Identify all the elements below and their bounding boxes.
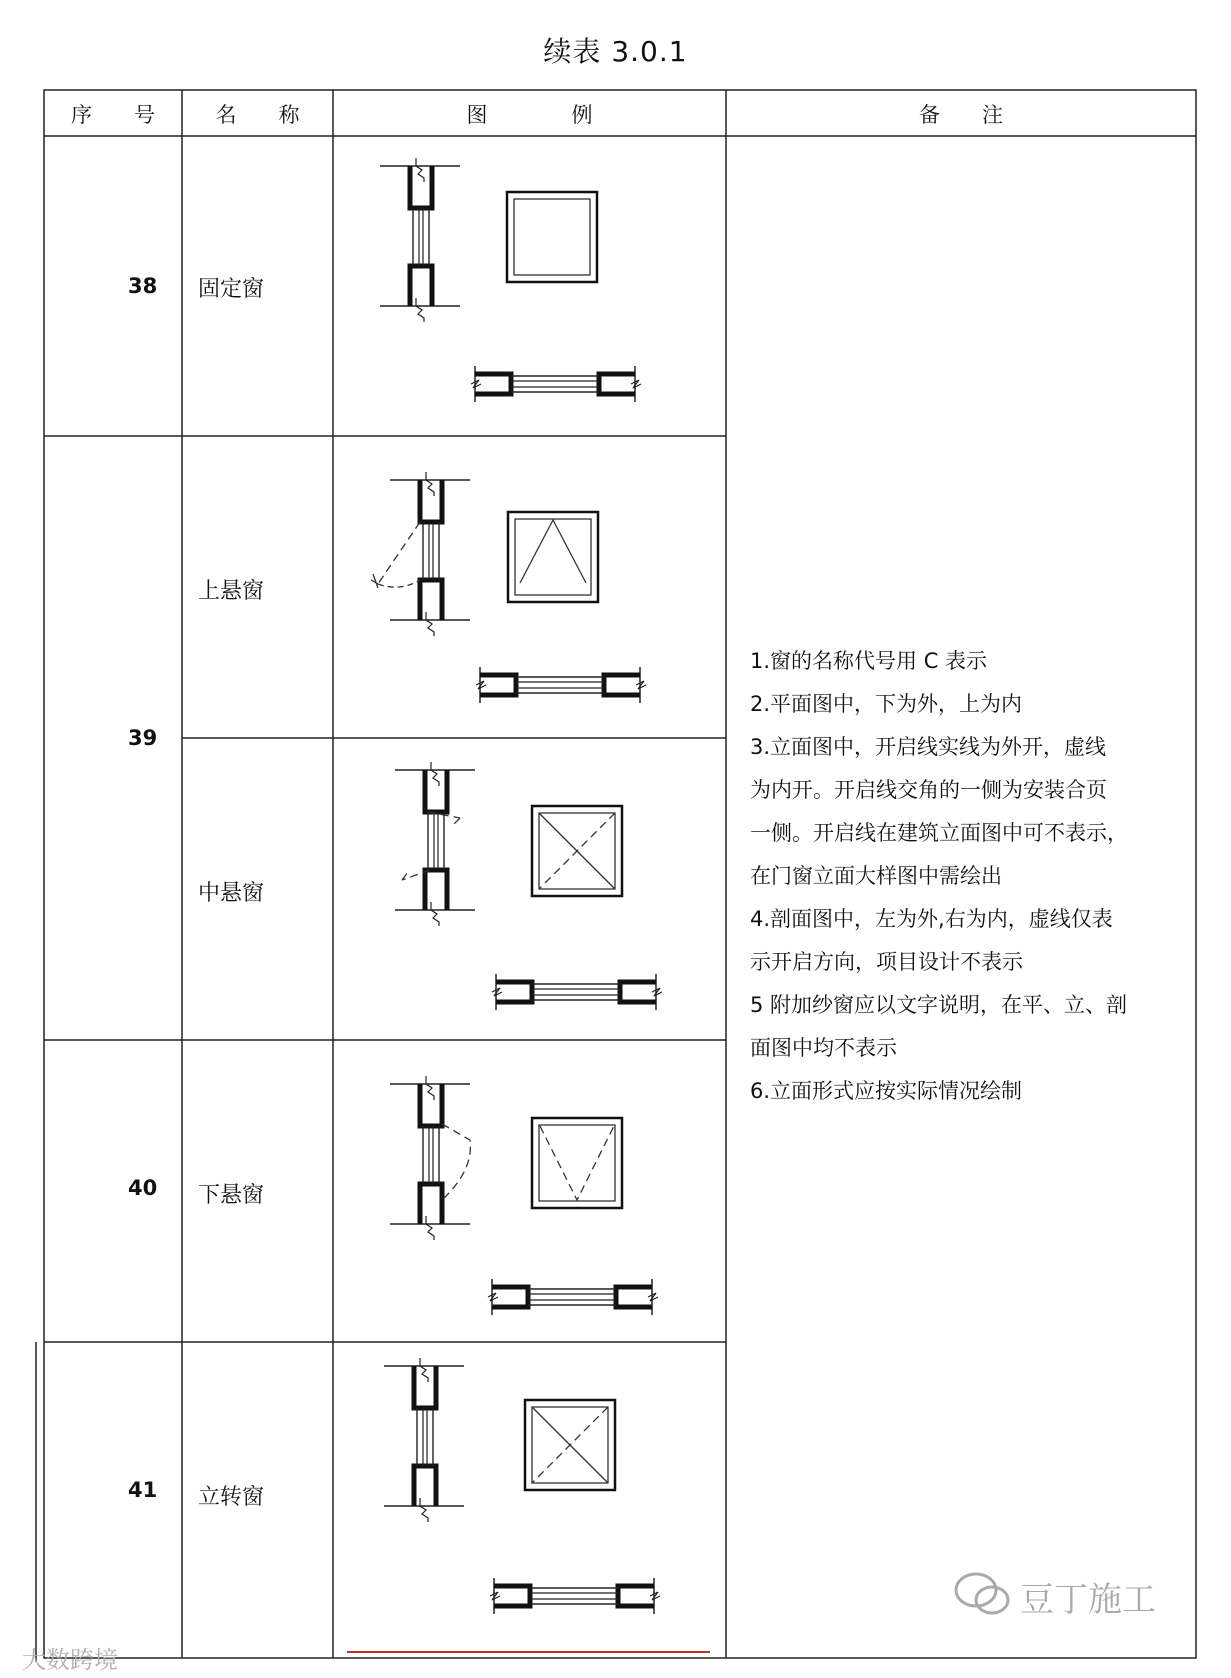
row-name: 固定窗 — [198, 277, 265, 302]
remark-line: 3.立面图中，开启线实线为外开，虚线 — [750, 735, 1107, 759]
remark-line: 5 附加纱窗应以文字说明，在平、立、剖 — [750, 993, 1128, 1017]
row-number: 40 — [128, 1176, 158, 1200]
remark-line: 1.窗的名称代号用 C 表示 — [750, 649, 988, 673]
remark-line: 4.剖面图中，左为外,右为内，虚线仅表 — [750, 907, 1113, 931]
header-name: 名 称 — [215, 103, 300, 127]
remarks-list — [750, 640, 1190, 1113]
remark-line: 示开启方向，项目设计不表示 — [750, 950, 1023, 974]
remark-line: 2.平面图中，下为外，上为内 — [750, 692, 1023, 716]
header-legend: 图 例 — [466, 103, 593, 127]
page-title: 续表 3.0.1 — [543, 35, 688, 68]
wechat-icon — [952, 1568, 1014, 1618]
row-name: 立转窗 — [198, 1485, 265, 1510]
remark-line: 6.立面形式应按实际情况绘制 — [750, 1079, 1023, 1103]
remark-line: 一侧。开启线在建筑立面图中可不表示， — [750, 821, 1128, 845]
row-number: 41 — [128, 1478, 158, 1502]
remark-line: 为内开。开启线交角的一侧为安装合页 — [750, 778, 1107, 802]
row-number: 39 — [128, 726, 158, 750]
remark-line: 面图中均不表示 — [750, 1036, 897, 1060]
header-no: 序 号 — [71, 103, 155, 127]
row-name: 下悬窗 — [198, 1183, 265, 1208]
corner-watermark: 大数跨境 — [22, 1646, 118, 1674]
header-remarks: 备 注 — [919, 103, 1003, 127]
remark-line: 在门窗立面大样图中需绘出 — [750, 864, 1002, 888]
row-name: 上悬窗 — [198, 579, 265, 604]
row-number: 38 — [128, 274, 158, 298]
row-name: 中悬窗 — [198, 881, 265, 906]
brand-watermark: 豆丁施工 — [1020, 1580, 1156, 1620]
